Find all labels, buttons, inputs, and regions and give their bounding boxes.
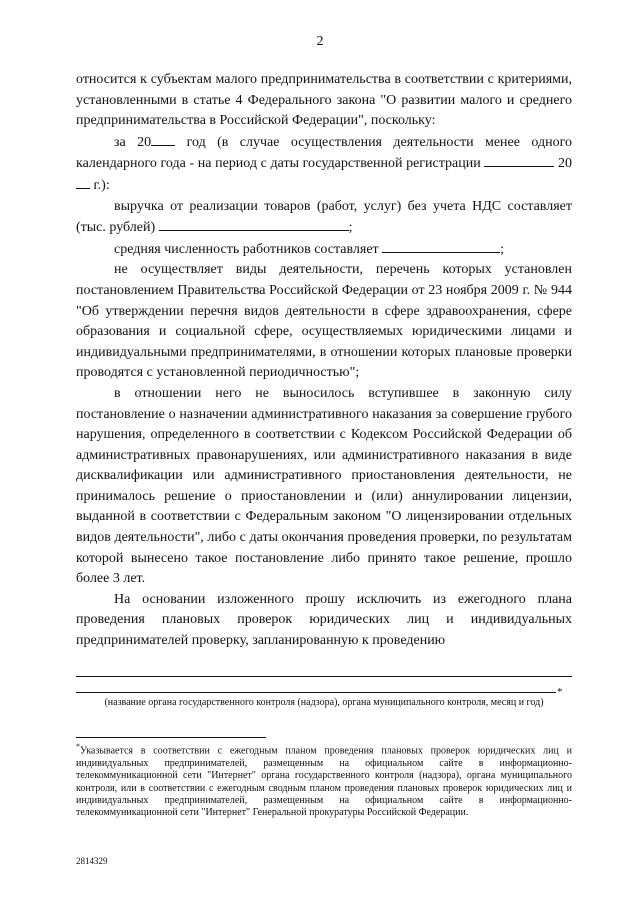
year-blank xyxy=(151,132,175,146)
year-prefix: за 20 xyxy=(114,134,152,150)
footnote-marker: * xyxy=(76,742,80,751)
document-code: 2814329 xyxy=(76,856,108,866)
paragraph-year xyxy=(76,132,572,197)
paragraph-criteria: относится к субъектам малого предпринимательства в соответствии с критериями, установленными в статье 4 Федерального закона "О развитии малого и среднего предпринимательства в Российской Федерации", поскольку: xyxy=(76,72,572,129)
footnote xyxy=(76,741,572,820)
year-text: год (в случае осуществления деятельности менее одного календарного года - на период с даты государственной регистрации xyxy=(76,134,572,172)
headcount-text: средняя численность работников составляет xyxy=(114,241,383,257)
revenue-end: ; xyxy=(348,220,353,236)
paragraph-request: На основании изложенного прошу исключить из ежегодного плана проведения плановых проверок юридических лиц и индивидуальных предпринимателей проверку, запланированную к проведению xyxy=(76,591,572,649)
revenue-blank xyxy=(159,217,349,231)
headcount-end: ; xyxy=(500,241,505,257)
registration-date-blank xyxy=(484,153,554,167)
footnote-text: Указывается в соответствии с ежегодным планом проведения плановых проверок юридических лиц и индивидуальных предпринимателей, размещенным на официальном сайте в информационно-телекоммуникационной сети "Интернет" органа государственного контроля (надзора), органа муниципального контроля, или в соответствии с ежегодным сводным планом проведения плановых проверок юридических лиц и индивидуальных предпринимателей, размещенным на официальном сайте в информационно-телекоммуникационной сети "Интернет" Генеральной прокуратуры Российской Федерации. xyxy=(76,745,572,819)
year2-prefix: 20 xyxy=(554,156,572,172)
authority-fill-line-2 xyxy=(76,692,556,693)
page-number: 2 xyxy=(316,34,324,49)
paragraph-headcount xyxy=(76,239,572,261)
caption-footnote-mark: * xyxy=(557,686,563,698)
paragraph-violations: в отношении него не выносилось вступившее в законную силу постановление о назначении административного наказания за совершение грубого нарушения, определенного в соответствии с Кодексом Российской Федерации об административных правонарушениях, или административного наказания в виде дисквалификации или административного приостановления деятельности, не принималось решение о приостановлении и (или) аннулировании лицензии, выданной в соответствии с Федеральным законом "О лицензировании отдельных видов деятельности", либо с даты окончания проведения проверки, по результатам которой вынесено такое постановление либо принято такое решение, прошло более 3 лет. xyxy=(76,385,572,587)
headcount-blank xyxy=(382,239,500,253)
paragraph-revenue xyxy=(76,197,572,239)
year2-blank xyxy=(76,175,90,189)
authority-caption: (название органа государственного контроля (надзора), органа муниципального контроля, месяц и год) xyxy=(104,697,544,708)
authority-fill-line-1 xyxy=(76,676,572,677)
revenue-text: выручка от реализации товаров (работ, услуг) без учета НДС составляет (тыс. рублей) xyxy=(76,198,572,236)
year2-suffix: г.): xyxy=(90,177,110,193)
paragraph-activity-types: не осуществляет виды деятельности, перечень которых установлен постановлением Правительства Российской Федерации от 23 ноября 2009 г. № 944 "Об утверждении перечня видов деятельности в сфере здравоохранения, сфере образования и социальной сфере, осуществляемых юридическими лицами и индивидуальными предпринимателями, в отношении которых плановые проверки проводятся с установленной периодичностью"; xyxy=(76,262,572,381)
footnote-separator xyxy=(76,737,266,738)
document-body xyxy=(76,70,572,652)
